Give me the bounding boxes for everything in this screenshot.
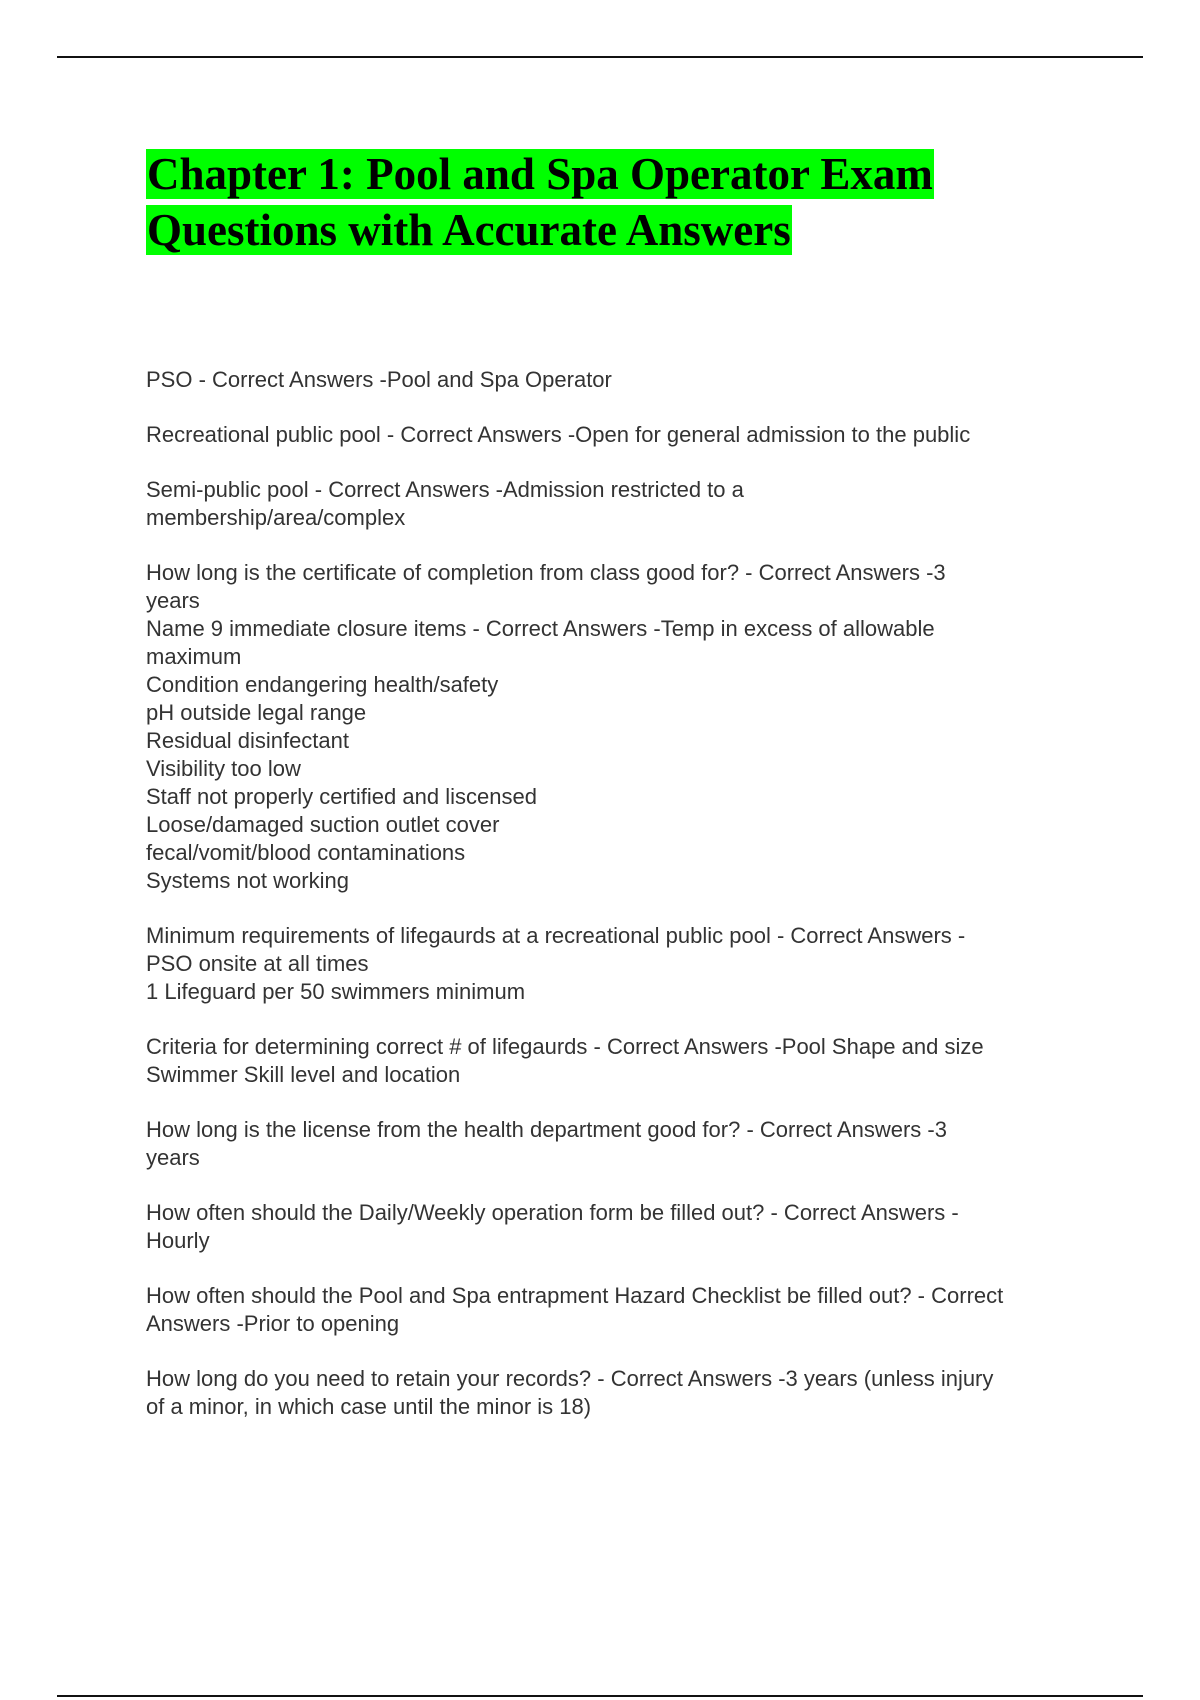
qa-entry [146,421,1101,449]
qa-entry-line: membership/area/complex [146,505,406,530]
qa-entry [146,1282,1101,1338]
qa-entry-line: How often should the Daily/Weekly operation form be filled out? - Correct Answers - [146,1200,959,1225]
qa-entry-line: Visibility too low [146,756,301,781]
qa-entry-line: Minimum requirements of lifegaurds at a recreational public pool - Correct Answers - [146,923,966,948]
qa-entry-line: Staff not properly certified and liscensed [146,784,537,809]
qa-entry-line: years [146,1145,200,1170]
qa-entry [146,1365,1101,1421]
qa-entry [146,922,1101,1006]
qa-entry-line: fecal/vomit/blood contaminations [146,840,466,865]
qa-entry-line: of a minor, in which case until the minor is 18) [146,1394,592,1419]
qa-entry-line: maximum [146,644,242,669]
qa-entry-line: PSO - Correct Answers -Pool and Spa Operator [146,367,612,392]
qa-entry [146,1116,1101,1172]
qa-entry-line: pH outside legal range [146,700,367,725]
qa-entry-line: Swimmer Skill level and location [146,1062,461,1087]
document-title [146,146,1101,258]
qa-entry [146,476,1101,532]
qa-entry-line: 1 Lifeguard per 50 swimmers minimum [146,979,526,1004]
qa-entry [146,366,1101,394]
qa-entry-line: years [146,588,200,613]
qa-entry-line: How long is the certificate of completion from class good for? - Correct Answers -3 [146,560,946,585]
qa-entry-line: Systems not working [146,868,349,893]
qa-entry-line: Semi-public pool - Correct Answers -Admission restricted to a [146,477,744,502]
qa-entry-line: How often should the Pool and Spa entrapment Hazard Checklist be filled out? - Correct [146,1283,1004,1308]
qa-entry-line: Residual disinfectant [146,728,350,753]
qa-entry-line: How long is the license from the health department good for? - Correct Answers -3 [146,1117,947,1142]
qa-entry-line: PSO onsite at all times [146,951,369,976]
qa-entry [146,615,1101,895]
page-content [146,146,1101,1448]
footer-rule [57,1695,1143,1697]
qa-entry-line: Condition endangering health/safety [146,672,499,697]
header-rule [57,56,1143,58]
qa-entry-line: Hourly [146,1228,210,1253]
qa-entry [146,1199,1101,1255]
qa-entry-line: How long do you need to retain your records? - Correct Answers -3 years (unless injury [146,1366,994,1391]
qa-entry-line: Name 9 immediate closure items - Correct Answers -Temp in excess of allowable [146,616,935,641]
qa-entry-line: Loose/damaged suction outlet cover [146,812,500,837]
title-line-2: Questions with Accurate Answers [147,205,791,255]
qa-entry [146,559,1101,615]
qa-list [146,366,1101,1421]
qa-entry-line: Answers -Prior to opening [146,1311,400,1336]
qa-entry-line: Recreational public pool - Correct Answers -Open for general admission to the public [146,422,971,447]
title-line-1: Chapter 1: Pool and Spa Operator Exam [147,149,933,199]
qa-entry [146,1033,1101,1089]
qa-entry-line: Criteria for determining correct # of lifegaurds - Correct Answers -Pool Shape and size [146,1034,984,1059]
